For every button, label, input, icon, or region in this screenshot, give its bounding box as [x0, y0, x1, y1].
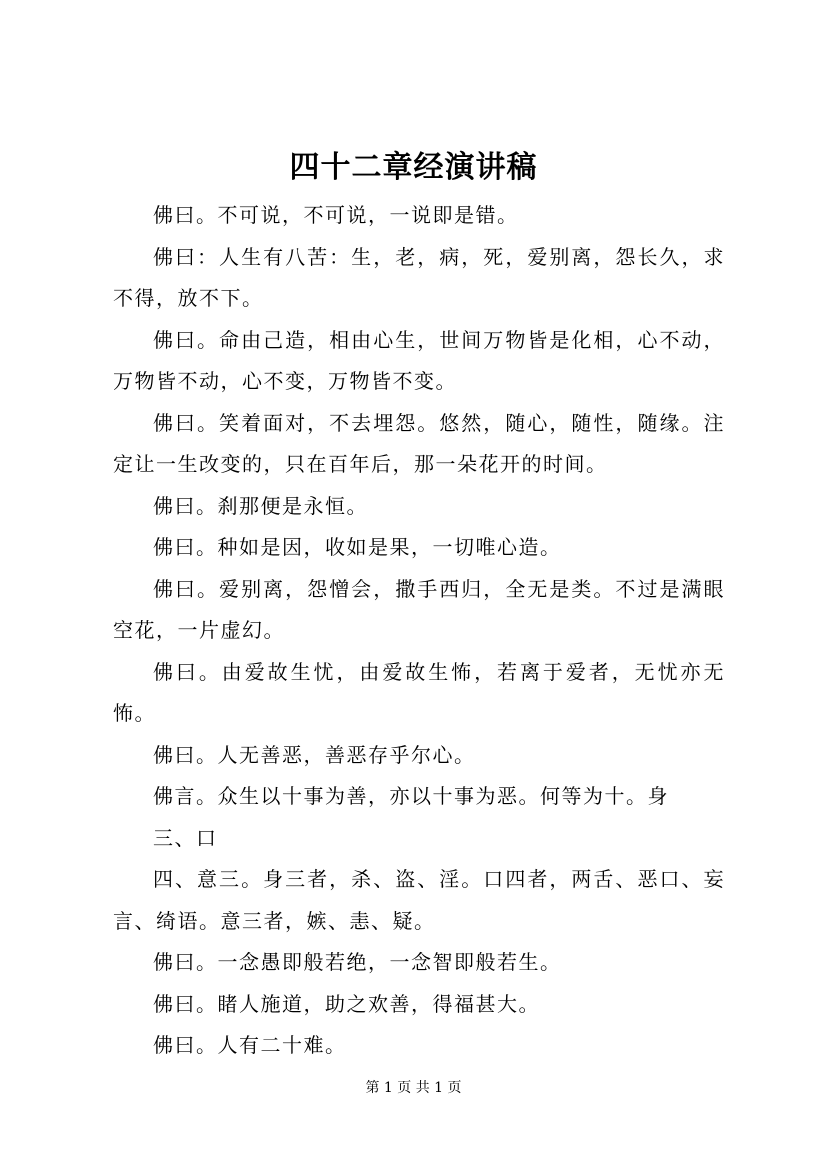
paragraph: 三、口	[153, 825, 218, 850]
page-footer: 第 1 页 共 1 页	[365, 1080, 462, 1096]
paragraph: 佛曰。爱别离，怨憎会，撒手西归，全无是类。不过是满眼空花，一片虚幻。	[113, 576, 725, 642]
paragraph: 佛曰。由爱故生忧，由爱故生怖，若离于爱者，无忧亦无怖。	[113, 659, 725, 725]
paragraph: 佛言。众生以十事为善，亦以十事为恶。何等为十。身	[153, 784, 669, 808]
page-title: 四十二章经演讲稿	[289, 150, 538, 185]
document-body	[113, 195, 725, 1067]
paragraph: 佛曰。笑着面对，不去埋怨。悠然，随心，随性，随缘。注定让一生改变的，只在百年后，那一朵花开的时间。	[113, 410, 725, 476]
paragraph: 佛曰。睹人施道，助之欢善，得福甚大。	[153, 991, 540, 1016]
paragraph: 佛曰。人无善恶，善恶存乎尔心。	[153, 742, 476, 767]
paragraph: 佛曰：人生有八苦：生，老，病，死，爱别离，怨长久，求不得，放不下。	[113, 244, 725, 310]
paragraph: 佛曰。种如是因，收如是果，一切唯心造。	[153, 535, 562, 559]
paragraph: 佛曰。刹那便是永恒。	[153, 493, 368, 518]
paragraph: 四、意三。身三者，杀、盗、淫。口四者，两舌、恶口、妄言、绮语。意三者，嫉、恚、疑。	[113, 867, 725, 933]
paragraph: 佛曰。人有二十难。	[153, 1033, 347, 1057]
paragraph: 佛曰。命由己造，相由心生，世间万物皆是化相，心不动，万物皆不动，心不变，万物皆不变。	[113, 327, 725, 393]
paragraph: 佛曰。不可说，不可说，一说即是错。	[153, 203, 519, 227]
paragraph: 佛曰。一念愚即般若绝，一念智即般若生。	[153, 950, 562, 974]
